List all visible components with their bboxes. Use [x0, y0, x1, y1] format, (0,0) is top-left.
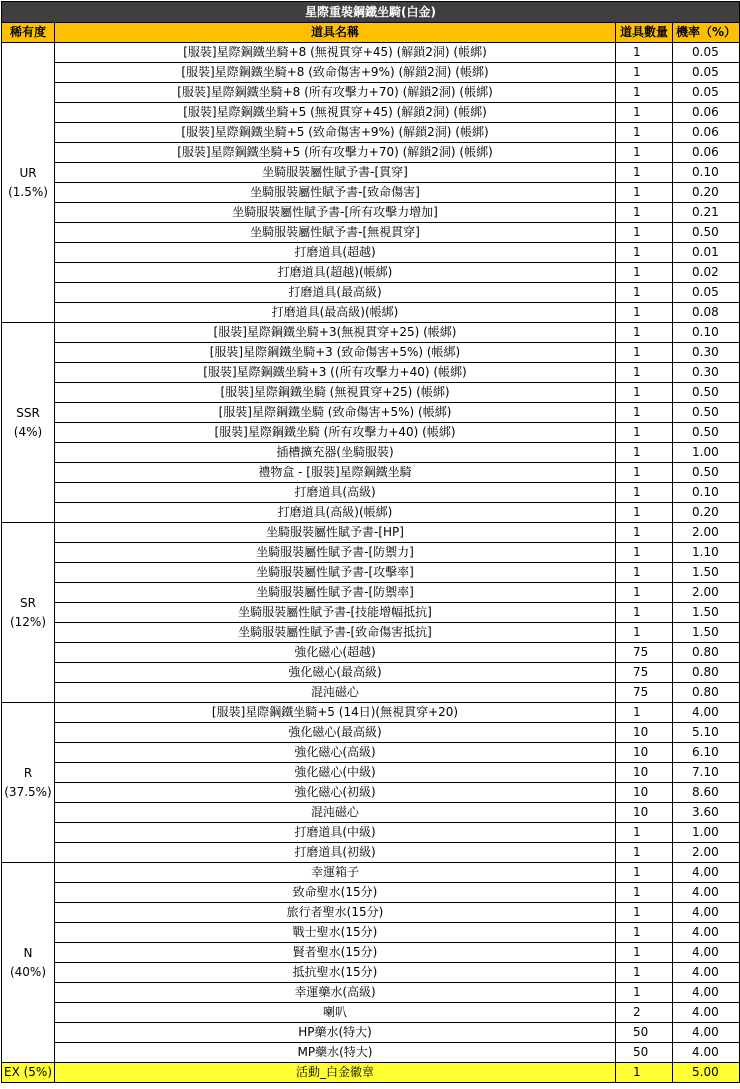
item-name-cell: 強化磁心(中級) [55, 763, 616, 783]
item-rate-cell: 0.10 [673, 483, 740, 503]
rarity-label: R [23, 765, 33, 780]
item-qty-cell: 1 [616, 523, 673, 543]
table-row [2, 723, 740, 743]
item-qty-cell: 1 [616, 383, 673, 403]
item-rate-cell: 0.08 [673, 303, 740, 323]
table-row [2, 623, 740, 643]
item-rate-cell: 0.06 [673, 103, 740, 123]
item-qty-cell: 1 [616, 83, 673, 103]
table-body [2, 43, 740, 1083]
item-name-cell: [服裝]星際鋼鐵坐騎 (致命傷害+5%) (帳綁) [55, 403, 616, 423]
table-row [2, 343, 740, 363]
item-rate-cell: 0.50 [673, 383, 740, 403]
item-qty-cell: 10 [616, 803, 673, 823]
item-qty-cell: 1 [616, 563, 673, 583]
item-qty-cell: 1 [616, 923, 673, 943]
item-qty-cell: 1 [616, 943, 673, 963]
item-rate-cell: 1.50 [673, 603, 740, 623]
item-rate-cell: 1.50 [673, 563, 740, 583]
table-row [2, 703, 740, 723]
table-row [2, 143, 740, 163]
item-rate-cell: 1.00 [673, 443, 740, 463]
table-row [2, 903, 740, 923]
item-name-cell: 混沌磁心 [55, 803, 616, 823]
item-name-cell: 坐騎服裝屬性賦予書-[所有攻擊力增加] [55, 203, 616, 223]
item-qty-cell: 1 [616, 983, 673, 1003]
item-qty-cell: 1 [616, 463, 673, 483]
item-name-cell: 賢者聖水(15分) [55, 943, 616, 963]
item-name-cell: [服裝]星際鋼鐵坐騎+8 (所有攻擊力+70) (解鎖2洞) (帳綁) [55, 83, 616, 103]
item-rate-cell: 8.60 [673, 783, 740, 803]
table-row [2, 783, 740, 803]
item-qty-cell: 1 [616, 843, 673, 863]
item-name-cell: 坐騎服裝屬性賦予書-[HP] [55, 523, 616, 543]
table-row [2, 103, 740, 123]
table-row [2, 283, 740, 303]
rarity-label: SSR [16, 405, 40, 420]
item-rate-cell: 0.20 [673, 183, 740, 203]
ex-row [2, 1063, 740, 1083]
item-qty-cell: 1 [616, 163, 673, 183]
item-rate-cell: 4.00 [673, 883, 740, 903]
table-row [2, 63, 740, 83]
item-rate-cell: 0.06 [673, 143, 740, 163]
item-name-cell: 坐騎服裝屬性賦予書-[無視貫穿] [55, 223, 616, 243]
item-qty-cell: 1 [616, 443, 673, 463]
item-rate-cell: 4.00 [673, 1043, 740, 1063]
table-row [2, 683, 740, 703]
item-qty-cell: 1 [616, 603, 673, 623]
item-qty-cell: 50 [616, 1023, 673, 1043]
rarity-percent: (40%) [9, 964, 47, 979]
table-row [2, 203, 740, 223]
item-name-cell: 坐騎服裝屬性賦予書-[致命傷害] [55, 183, 616, 203]
item-qty-cell: 1 [616, 323, 673, 343]
item-qty-cell: 1 [616, 543, 673, 563]
item-name-cell: [服裝]星際鋼鐵坐騎 (所有攻擊力+40) (帳綁) [55, 423, 616, 443]
item-qty-cell: 10 [616, 763, 673, 783]
item-qty-cell: 1 [616, 143, 673, 163]
item-rate-cell: 1.10 [673, 543, 740, 563]
table-row [2, 263, 740, 283]
item-rate-cell: 4.00 [673, 943, 740, 963]
item-qty-cell: 1 [616, 223, 673, 243]
table-row [2, 483, 740, 503]
item-name-cell: [服裝]星際鋼鐵坐騎+8 (無視貫穿+45) (解鎖2洞) (帳綁) [55, 43, 616, 63]
rarity-cell [2, 863, 55, 1063]
item-name-cell: [服裝]星際鋼鐵坐騎+5 (致命傷害+9%) (解鎖2洞) (帳綁) [55, 123, 616, 143]
item-rate-cell: 4.00 [673, 1023, 740, 1043]
item-rate-cell: 4.00 [673, 703, 740, 723]
table-row [2, 943, 740, 963]
rarity-percent: (4%) [13, 424, 43, 439]
item-qty-cell: 1 [616, 703, 673, 723]
rarity-percent: (1.5%) [8, 184, 48, 199]
item-rate-cell: 0.80 [673, 683, 740, 703]
table-row [2, 923, 740, 943]
item-qty-cell: 1 [616, 243, 673, 263]
rarity-cell [2, 703, 55, 863]
item-qty-cell: 2 [616, 1003, 673, 1023]
item-qty-cell: 1 [616, 583, 673, 603]
table-row [2, 563, 740, 583]
header-row [2, 23, 740, 43]
item-name-cell: 喇叭 [55, 1003, 616, 1023]
item-name-cell: 抵抗聖水(15分) [55, 963, 616, 983]
item-qty-cell: 1 [616, 903, 673, 923]
item-name-cell: MP藥水(特大) [55, 1043, 616, 1063]
item-qty-cell: 10 [616, 723, 673, 743]
item-name-cell: 坐騎服裝屬性賦予書-[防禦率] [55, 583, 616, 603]
item-qty-cell: 10 [616, 743, 673, 763]
item-rate-cell: 0.50 [673, 403, 740, 423]
table-row [2, 423, 740, 443]
item-rate-cell: 0.30 [673, 363, 740, 383]
table-row [2, 1043, 740, 1063]
item-qty-cell: 1 [616, 863, 673, 883]
probability-table [1, 1, 740, 1083]
rarity-cell [2, 323, 55, 523]
table-row [2, 163, 740, 183]
item-qty-cell: 1 [616, 623, 673, 643]
item-name-cell: [服裝]星際鋼鐵坐騎+3 ((所有攻擊力+40) (帳綁) [55, 363, 616, 383]
item-name-cell: 打磨道具(高級) [55, 483, 616, 503]
item-qty-cell: 1 [616, 423, 673, 443]
item-qty-cell: 1 [616, 303, 673, 323]
rarity-label: UR [19, 165, 37, 180]
table-row [2, 303, 740, 323]
item-name-cell: 旅行者聖水(15分) [55, 903, 616, 923]
item-qty-cell: 10 [616, 783, 673, 803]
table-row [2, 963, 740, 983]
table-row [2, 843, 740, 863]
table-row [2, 323, 740, 343]
item-rate-cell: 2.00 [673, 523, 740, 543]
item-name-cell: [服裝]星際鋼鐵坐騎+5 (14日)(無視貫穿+20) [55, 703, 616, 723]
item-name-cell: [服裝]星際鋼鐵坐騎+5 (所有攻擊力+70) (解鎖2洞) (帳綁) [55, 143, 616, 163]
item-name-cell: 坐騎服裝屬性賦予書-[攻擊率] [55, 563, 616, 583]
item-name-cell: [服裝]星際鋼鐵坐騎+3(無視貫穿+25) (帳綁) [55, 323, 616, 343]
item-qty-cell: 1 [616, 283, 673, 303]
item-qty-cell: 1 [616, 883, 673, 903]
item-rate-cell: 0.05 [673, 63, 740, 83]
item-rate-cell: 0.21 [673, 203, 740, 223]
item-qty-cell: 1 [616, 123, 673, 143]
item-name-cell: 混沌磁心 [55, 683, 616, 703]
item-rate-cell: 4.00 [673, 1003, 740, 1023]
rarity-label: SR [20, 595, 36, 610]
item-name-cell: [服裝]星際鋼鐵坐騎 (無視貫穿+25) (帳綁) [55, 383, 616, 403]
item-rate-cell: 4.00 [673, 923, 740, 943]
rarity-percent: (12%) [9, 614, 47, 629]
item-qty-cell: 75 [616, 683, 673, 703]
table-row [2, 583, 740, 603]
table-row [2, 1003, 740, 1023]
item-name-cell: [服裝]星際鋼鐵坐騎+5 (無視貫穿+45) (解鎖2洞) (帳綁) [55, 103, 616, 123]
table-row [2, 803, 740, 823]
table-row [2, 1023, 740, 1043]
item-qty-cell: 1 [616, 103, 673, 123]
table-row [2, 243, 740, 263]
item-rate-cell: 0.50 [673, 223, 740, 243]
item-name-cell: 強化磁心(最高級) [55, 723, 616, 743]
item-qty-cell: 1 [616, 183, 673, 203]
item-name-cell: [服裝]星際鋼鐵坐騎+8 (致命傷害+9%) (解鎖2洞) (帳綁) [55, 63, 616, 83]
table-row [2, 523, 740, 543]
item-qty-cell: 1 [616, 343, 673, 363]
item-rate-cell: 6.10 [673, 743, 740, 763]
item-rate-cell: 0.10 [673, 163, 740, 183]
item-name-cell: [服裝]星際鋼鐵坐騎+3 (致命傷害+5%) (帳綁) [55, 343, 616, 363]
item-name-cell: 坐騎服裝屬性賦予書-[技能增幅抵抗] [55, 603, 616, 623]
item-rate-cell: 0.30 [673, 343, 740, 363]
table-row [2, 223, 740, 243]
table-row [2, 883, 740, 903]
table-row [2, 403, 740, 423]
item-rate-cell: 7.10 [673, 763, 740, 783]
table-title: 星際重裝鋼鐵坐騎(白金) [2, 2, 740, 23]
item-name-cell: 禮物盒 - [服裝]星際鋼鐵坐騎 [55, 463, 616, 483]
item-name-cell: 打磨道具(最高級) [55, 283, 616, 303]
item-name-cell: 強化磁心(高級) [55, 743, 616, 763]
item-name-cell: 強化磁心(初級) [55, 783, 616, 803]
table-row [2, 863, 740, 883]
probability-sheet [1, 1, 739, 1083]
item-rate-cell: 4.00 [673, 903, 740, 923]
item-rate-cell: 0.05 [673, 43, 740, 63]
ex-rate-cell: 5.00 [673, 1063, 740, 1083]
rarity-percent: (37.5%) [4, 784, 52, 799]
item-qty-cell: 1 [616, 483, 673, 503]
table-row [2, 743, 740, 763]
header-rarity: 稀有度 [2, 23, 55, 43]
item-name-cell: 致命聖水(15分) [55, 883, 616, 903]
ex-rarity-cell: EX (5%) [2, 1063, 55, 1083]
item-rate-cell: 1.00 [673, 823, 740, 843]
item-rate-cell: 5.10 [673, 723, 740, 743]
item-name-cell: 幸運藥水(高級) [55, 983, 616, 1003]
table-row [2, 123, 740, 143]
item-name-cell: 幸運箱子 [55, 863, 616, 883]
item-name-cell: 坐騎服裝屬性賦予書-[防禦力] [55, 543, 616, 563]
item-qty-cell: 1 [616, 263, 673, 283]
item-qty-cell: 1 [616, 823, 673, 843]
item-qty-cell: 1 [616, 203, 673, 223]
table-row [2, 603, 740, 623]
table-row [2, 463, 740, 483]
rarity-label: N [23, 945, 33, 960]
table-row [2, 983, 740, 1003]
item-rate-cell: 0.05 [673, 283, 740, 303]
header-rate: 機率（%） [673, 23, 740, 43]
item-name-cell: 打磨道具(最高級)(帳綁) [55, 303, 616, 323]
table-row [2, 363, 740, 383]
rarity-cell [2, 523, 55, 703]
item-rate-cell: 0.50 [673, 463, 740, 483]
rarity-cell [2, 43, 55, 323]
table-row [2, 763, 740, 783]
item-name-cell: HP藥水(特大) [55, 1023, 616, 1043]
item-name-cell: 坐騎服裝屬性賦予書-[致命傷害抵抗] [55, 623, 616, 643]
item-name-cell: 打磨道具(中級) [55, 823, 616, 843]
ex-qty-cell: 1 [616, 1063, 673, 1083]
item-rate-cell: 0.05 [673, 83, 740, 103]
item-name-cell: 打磨道具(高級)(帳綁) [55, 503, 616, 523]
item-rate-cell: 2.00 [673, 843, 740, 863]
item-name-cell: 插槽擴充器(坐騎服裝) [55, 443, 616, 463]
item-rate-cell: 0.20 [673, 503, 740, 523]
item-name-cell: 打磨道具(超越) [55, 243, 616, 263]
item-rate-cell: 0.06 [673, 123, 740, 143]
header-name: 道具名稱 [55, 23, 616, 43]
item-qty-cell: 1 [616, 43, 673, 63]
item-rate-cell: 0.10 [673, 323, 740, 343]
table-row [2, 43, 740, 63]
item-rate-cell: 4.00 [673, 963, 740, 983]
table-row [2, 183, 740, 203]
item-name-cell: 戰士聖水(15分) [55, 923, 616, 943]
item-qty-cell: 50 [616, 1043, 673, 1063]
item-rate-cell: 0.80 [673, 663, 740, 683]
item-qty-cell: 1 [616, 363, 673, 383]
header-qty: 道具數量 [616, 23, 673, 43]
item-name-cell: 打磨道具(超越)(帳綁) [55, 263, 616, 283]
item-rate-cell: 0.80 [673, 643, 740, 663]
table-row [2, 543, 740, 563]
table-row [2, 383, 740, 403]
table-row [2, 643, 740, 663]
table-row [2, 823, 740, 843]
item-qty-cell: 75 [616, 643, 673, 663]
item-name-cell: 強化磁心(超越) [55, 643, 616, 663]
item-name-cell: 坐騎服裝屬性賦予書-[貫穿] [55, 163, 616, 183]
ex-name-cell: 活動_白金徽章 [55, 1063, 616, 1083]
item-rate-cell: 0.50 [673, 423, 740, 443]
item-rate-cell: 2.00 [673, 583, 740, 603]
table-row [2, 83, 740, 103]
item-qty-cell: 1 [616, 63, 673, 83]
table-row [2, 503, 740, 523]
item-rate-cell: 0.01 [673, 243, 740, 263]
item-qty-cell: 1 [616, 503, 673, 523]
item-rate-cell: 0.02 [673, 263, 740, 283]
item-qty-cell: 1 [616, 963, 673, 983]
item-name-cell: 打磨道具(初級) [55, 843, 616, 863]
item-rate-cell: 3.60 [673, 803, 740, 823]
table-row [2, 443, 740, 463]
item-name-cell: 強化磁心(最高級) [55, 663, 616, 683]
item-rate-cell: 1.50 [673, 623, 740, 643]
title-row [2, 2, 740, 23]
item-rate-cell: 4.00 [673, 983, 740, 1003]
item-rate-cell: 4.00 [673, 863, 740, 883]
table-row [2, 663, 740, 683]
item-qty-cell: 1 [616, 403, 673, 423]
item-qty-cell: 75 [616, 663, 673, 683]
